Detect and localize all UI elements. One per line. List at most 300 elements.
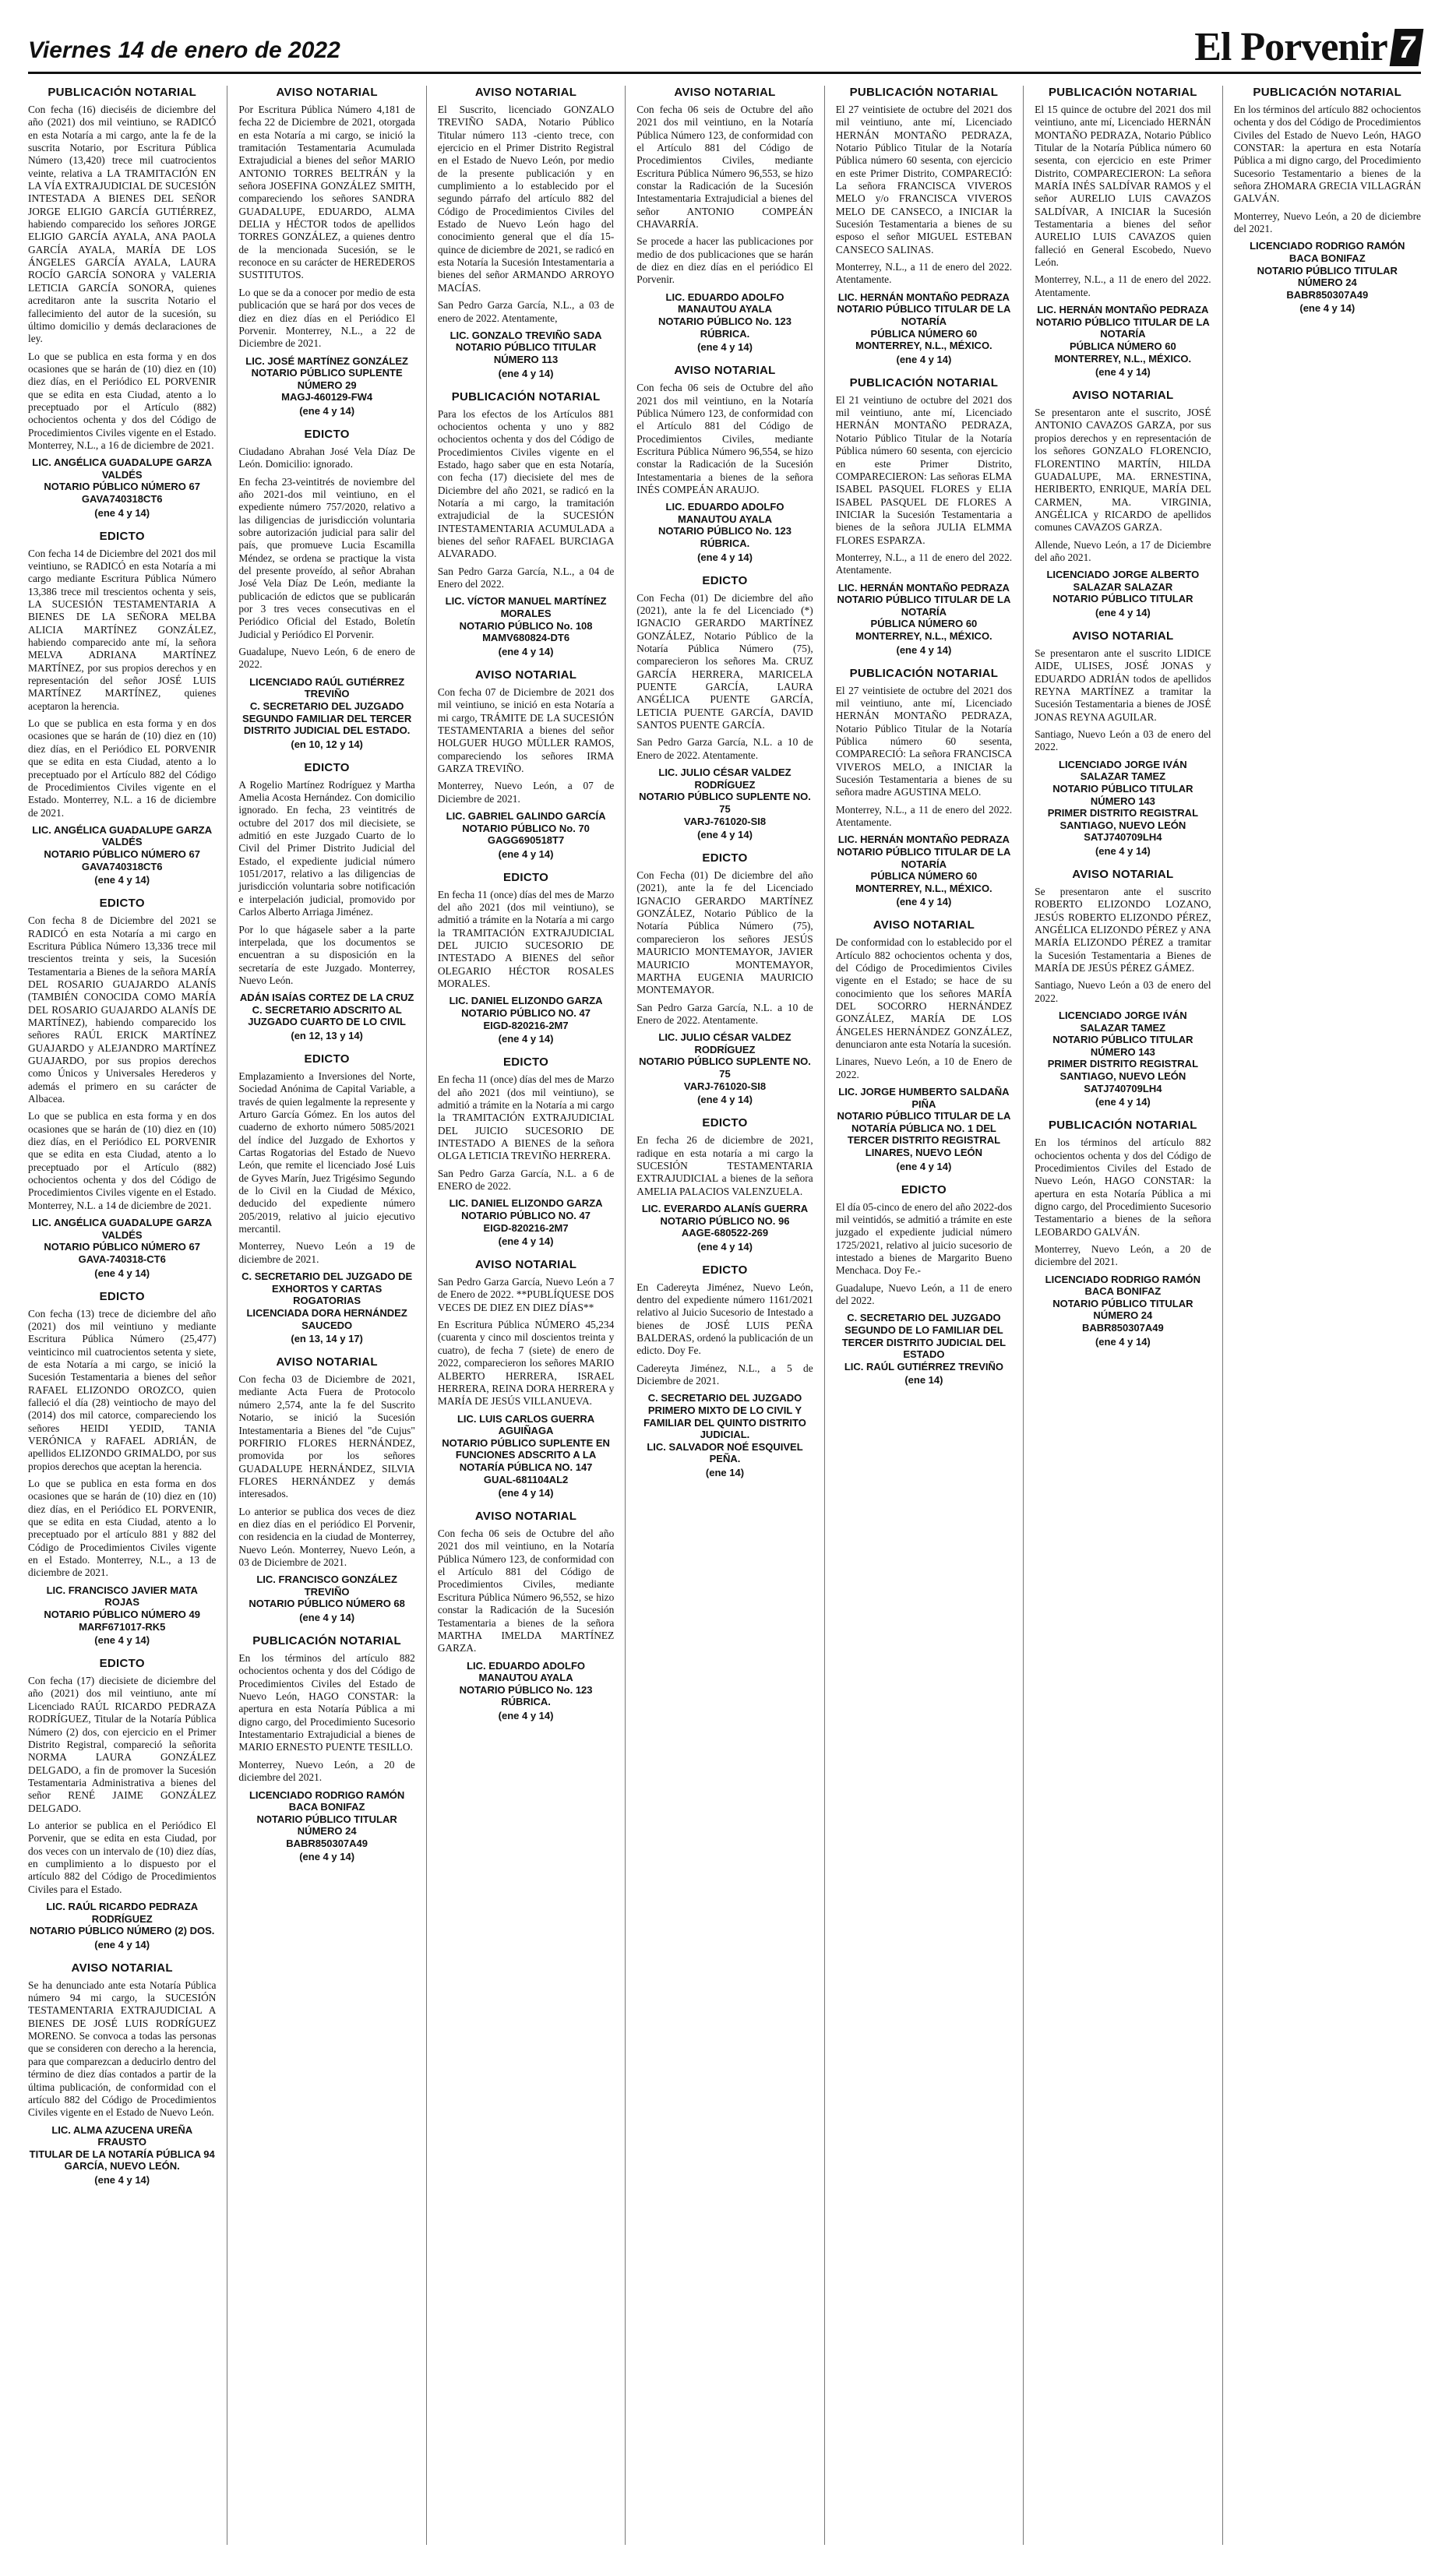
notice-signature	[836, 1312, 1012, 1373]
publication-dates: (ene 4 y 14)	[1299, 302, 1356, 315]
notice-paragraph: Monterrey, N.L., a 11 de enero del 2022. Atentamente.	[835, 803, 1013, 828]
publication-dates: (ene 4 y 14)	[697, 551, 753, 563]
signature-line: NOTARIO PÚBLICO TITULAR NÚMERO 143	[1052, 782, 1193, 807]
legal-notice	[438, 390, 614, 657]
notice-paragraph: Santiago, Nuevo León a 03 de enero del 2022.	[1035, 979, 1211, 1004]
notice-signature	[238, 992, 414, 1028]
notice-paragraph: En fecha 11 (once) días del mes de Marzo del año 2021 (dos mil veintiuno), se admitió a trámite en la Notaría a mi cargo la TRAMITACIÓN EXTRAJUDICIAL DEL JUICIO SUCESORIO DE INTESTADO A BIENES del señor OLEGARIO HÉCTOR ROSALES MORALES.	[437, 888, 615, 990]
signature-line: C. SECRETARIO DEL JUZGADO SEGUNDO DE LO FAMILIAR DEL TERCER DISTRITO JUDICIAL DEL ESTADO	[841, 1312, 1007, 1361]
publication-dates: (ene 4 y 14)	[498, 645, 554, 657]
notice-title: AVISO NOTARIAL	[1072, 867, 1174, 881]
signature-line: MAMV680824-DT6	[482, 632, 570, 644]
signature-line: VARJ-761020-SI8	[683, 1080, 767, 1092]
notice-signature	[438, 995, 614, 1031]
publication-dates: (ene 4 y 14)	[299, 1851, 355, 1863]
notice-signature	[836, 582, 1012, 643]
signature-line: NOTARIO PÚBLICO NO. 47	[461, 1209, 591, 1221]
legal-notice	[636, 1116, 813, 1253]
publication-dates: (ene 4 y 14)	[498, 1235, 554, 1248]
legal-notice	[28, 530, 216, 886]
signature-line: NÚMERO 29	[297, 379, 357, 391]
signature-line: BABR850307A49	[1081, 1322, 1164, 1334]
signature-line: LIC. HERNÁN MONTAÑO PEDRAZA	[1037, 304, 1209, 316]
signature-line: LIC. EDUARDO ADOLFO MANAUTOU AYALA	[467, 1659, 586, 1684]
publication-dates: (ene 14)	[705, 1467, 745, 1478]
notice-paragraph: En los términos del artículo 882 ochocientos ochenta y dos del Código de Procedimientos Civiles del Estado de Nuevo León, HAGO CONSTAR: la apertura en esta Notaría Pública a mi digno cargo, del Procedimiento Sucesorio Intestamentario Extrajudicial a bienes de MARIO ERNESTO PUENTE TESILLO.	[238, 1652, 415, 1753]
signature-line: BABR850307A49	[1286, 288, 1369, 301]
signature-line: LIC. ANGÉLICA GUADALUPE GARZA VALDÉS	[32, 1217, 213, 1241]
notice-paragraph: Se presentaron ante el suscrito, JOSÉ ANTONIO CAVAZOS GARZA, por sus propios derechos y en representación de los señores GONZALO FLORENCIO, FLORENTINO MARTÍN, HILDA GUADALUPE, MA. ERNESTINA, HERIBERTO, ENRIQUE, MARÍA DEL CARMEN, MA. VIRGINIA, ANGÉLICA y RICARDO de apellidos comunes CAVAZOS GARZA.	[1035, 407, 1211, 534]
signature-line: NOTARIO PÚBLICO NO. 96	[660, 1214, 790, 1227]
signature-line: LIC. JOSÉ MARTÍNEZ GONZÁLEZ	[245, 354, 408, 367]
signature-line: MAGJ-460129-FW4	[281, 391, 373, 403]
signature-line: NOTARIO PÚBLICO SUPLENTE NO. 75	[639, 791, 811, 815]
notice-paragraph: Monterrey, Nuevo León, a 07 de Diciembre de 2021.	[437, 780, 615, 805]
notice-signature	[636, 766, 813, 827]
legal-notice	[1035, 389, 1211, 618]
notice-title: AVISO NOTARIAL	[474, 668, 577, 682]
notice-paragraph: Monterrey, N.L., a 11 de enero del 2022. Atentamente.	[835, 551, 1013, 576]
signature-line: NOTARIO PÚBLICO TITULAR DE LA NOTARÍA	[837, 845, 1011, 870]
notice-title: PUBLICACIÓN NOTARIAL	[48, 86, 197, 99]
notice-signature	[636, 1031, 813, 1092]
legal-notice	[28, 86, 216, 519]
signature-line: LICENCIADO RODRIGO RAMÓN BACA BONIFAZ	[249, 1788, 405, 1813]
signature-line: NOTARIO PÚBLICO No. 108	[459, 619, 593, 632]
publication-dates: (ene 4 y 14)	[697, 829, 753, 841]
notice-paragraph: Lo anterior se publica en el Periódico El Porvenir, que se edita en esta Ciudad, por dos veces con un intervalo de (10) diez días, en cumplimiento a lo dispuesto por el artículo 882 del Código de Procedimientos Civiles para el Estado.	[28, 1819, 217, 1895]
legal-notice	[636, 574, 813, 840]
signature-line: NOTARIO PÚBLICO No. 123	[658, 525, 791, 537]
legal-notice	[836, 1183, 1012, 1387]
legal-notice	[1035, 1119, 1211, 1347]
legal-notice	[836, 667, 1012, 908]
legal-notice	[1234, 86, 1421, 314]
signature-line: LIC. HERNÁN MONTAÑO PEDRAZA	[837, 581, 1010, 594]
signature-line: PÚBLICA NÚMERO 60	[1069, 340, 1176, 352]
notice-paragraph: Se presentaron ante el suscrito ROBERTO ELIZONDO LOZANO, JESÚS ROBERTO ELIZONDO PÉREZ, ANGÉLICA ELIZONDO PÉREZ y ANA MARÍA ELIZONDO PÉREZ a tramitar la Sucesión Testamentaria a Bienes de MARÍA DE JESÚS PÉREZ GÁMEZ.	[1035, 885, 1211, 974]
notice-signature	[836, 291, 1012, 352]
legal-notice	[636, 86, 813, 353]
signature-line: NOTARIO PÚBLICO TITULAR NÚMERO 24	[256, 1813, 397, 1838]
notice-paragraph: Para los efectos de los Artículos 881 ochocientos ochenta y uno y 882 ochocientos ochenta y dos del Código de Procedimientos Civiles vigente en el Estado, hago saber que en esta Notaría, con fecha (17) diecisiete del mes de Diciembre del año 2021, se radicó en la Notaría a mi cargo, la tramitación extrajudicial de la SUCESIÓN INTESTAMENTARIA ACUMULADA a bienes del señor RAFAEL BURCIAGA ALVARADO.	[437, 407, 615, 560]
signature-line: LICENCIADA DORA HERNÁNDEZ SAUCEDO	[246, 1306, 407, 1331]
notice-title: AVISO NOTARIAL	[474, 1510, 577, 1524]
notice-title: PUBLICACIÓN NOTARIAL	[849, 86, 999, 99]
notice-signature	[1035, 1010, 1211, 1094]
legal-notice	[438, 86, 614, 379]
legal-notice	[238, 86, 414, 417]
notice-paragraph: Por Escritura Pública Número 4,181 de fecha 22 de Diciembre de 2021, otorgada en esta Notaría a mi cargo, se inició la tramitación Testamentaria Acumulada Extrajudicial a bienes del señor MARIO ANTONIO TORRES BELTRÁN y la señora JOSEFINA GONZÁLEZ SMITH, compareciendo los señores SANDRA GUADALUPE, EDUARDO, ALMA DELIA y HÉCTOR todos de apellidos TORRES GONZÁLEZ, a quienes dentro de la mencionada Sucesión, se le reconoce en su carácter de HEREDEROS SUSTITUTOS.	[238, 104, 415, 281]
notice-paragraph: Lo que se da a conocer por medio de esta publicación que se hará por dos veces de diez en diez días en el Periódico El Porvenir. Monterrey, N.L., a 22 de Diciembre de 2021.	[238, 286, 415, 350]
notice-title: PUBLICACIÓN NOTARIAL	[451, 389, 601, 403]
signature-line: TITULAR DE LA NOTARÍA PÚBLICA 94	[29, 2148, 215, 2160]
signature-line: NOTARIO PÚBLICO NÚMERO 67	[44, 1241, 200, 1253]
legal-notice	[836, 86, 1012, 365]
notice-columns	[28, 86, 1421, 2545]
notice-paragraph: Monterrey, Nuevo León, a 20 de diciembre del 2021.	[1233, 210, 1421, 235]
notice-title: EDICTO	[702, 851, 748, 865]
signature-line: GARCÍA, NUEVO LEÓN.	[64, 2160, 180, 2173]
signature-line: C. SECRETARIO DEL JUZGADO SEGUNDO FAMILIAR DEL TERCER DISTRITO JUDICIAL DEL ESTADO.	[242, 700, 412, 737]
signature-line: LIC. GABRIEL GALINDO GARCÍA	[446, 809, 606, 822]
signature-line: NOTARIO PÚBLICO SUPLENTE EN FUNCIONES ADSCRITO A LA	[442, 1436, 610, 1461]
legal-notice	[28, 1290, 216, 1647]
legal-notice	[636, 1263, 813, 1478]
signature-line: RÚBRICA.	[700, 327, 750, 340]
signature-line: LICENCIADO RODRIGO RAMÓN BACA BONIFAZ	[1250, 240, 1405, 265]
signature-line: LICENCIADO RODRIGO RAMÓN BACA BONIFAZ	[1045, 1273, 1201, 1298]
notice-signature	[28, 824, 216, 872]
notice-paragraph: A Rogelio Martínez Rodríguez y Martha Amelia Acosta Hernández. Con domicilio ignorado. En fecha, 23 veintitrés de octubre del 2017 dos mil diecisiete, se admitió en este Juzgado Cuarto de lo Civil del Primer Distrito Judicial del Estado, el expediente judicial número 1051/2017, relativo a las diligencias de jurisdicción voluntaria sobre notificación e interpelación judicial, promovido por Carlos Alberto Arriaga Jiménez.	[238, 778, 415, 918]
signature-line: MONTERREY, N.L., MÉXICO.	[855, 882, 992, 894]
publication-dates: (ene 4 y 14)	[94, 1938, 150, 1951]
signature-line: MARF671017-RK5	[79, 1620, 166, 1633]
signature-line: LIC. JULIO CÉSAR VALDEZ RODRÍGUEZ	[658, 766, 791, 791]
notice-signature	[1035, 304, 1211, 365]
notice-paragraph: San Pedro Garza García, Nuevo León a 7 de Enero de 2022. **PUBLÍQUESE DOS VECES DE DIEZ EN DIEZ DÍAS**	[437, 1276, 615, 1313]
notice-signature	[28, 1217, 216, 1265]
signature-line: ADÁN ISAÍAS CORTEZ DE LA CRUZ	[239, 992, 414, 1004]
notice-signature	[28, 1584, 216, 1633]
notice-paragraph: San Pedro Garza García, N.L., a 03 de enero de 2022. Atentamente,	[437, 299, 615, 324]
publication-dates: (ene 14)	[904, 1374, 943, 1387]
signature-line: LIC. FRANCISCO JAVIER MATA ROJAS	[46, 1584, 198, 1609]
notice-paragraph: Monterrey, Nuevo León a 19 de diciembre de 2021.	[238, 1240, 415, 1265]
legal-notice	[1035, 868, 1211, 1108]
signature-line: RÚBRICA.	[700, 537, 750, 550]
publication-dates: (ene 4 y 14)	[1095, 366, 1151, 379]
notice-signature	[1035, 569, 1211, 605]
notice-paragraph: Lo que se publica en esta forma y en dos ocasiones que se harán de (10) diez en (10) diez días, en el Periódico EL PORVENIR que se edita en esta Ciudad, atento a lo preceptuado por el Artículo (882) ochocientos ochenta y dos del Código de Procedimientos Civiles vigente en el Estado. Monterrey, N.L., a 16 de diciembre de 2021.	[28, 350, 217, 451]
signature-line: LICENCIADO JORGE IVÁN SALAZAR TAMEZ	[1059, 1010, 1187, 1034]
notice-title: EDICTO	[502, 870, 549, 884]
signature-line: NOTARÍA PÚBLICA NO. 147	[459, 1461, 593, 1473]
signature-line: NOTARIO PÚBLICO TITULAR DE LA NOTARÍA	[837, 303, 1011, 327]
notice-paragraph: Con Fecha (01) De diciembre del año (2021), ante la fe del Licenciado (*) IGNACIO GERARDO MARTÍNEZ GONZÁLEZ, Notario Público de la Notaría Pública Número (75), comparecieron los señores Ma. CRUZ GARCÍA HERRERA, MARICELA PUENTE GARCÍA, LAURA ANGÉLICA PUENTE GARCÍA, LETICIA PUENTE GARCÍA, DAVID SANTOS PUENTE GARCÍA.	[636, 591, 813, 731]
notice-paragraph: Se ha denunciado ante esta Notaría Pública número 94 mi cargo, la SUCESIÓN TESTAMENTARIA EXTRAJUDICIAL A BIENES DE JOSÉ LUIS RODRÍGUEZ MORENO. Se convoca a todas las personas que se consideren con derecho a la herencia, para que comparezcan a deducirlo dentro del término de diez días contados a partir de la última publicación, de conformidad con el artículo 882 del Código de Procedimientos Civiles vigente en el Estado de Nuevo León.	[28, 1979, 217, 2119]
notice-signature	[1035, 759, 1211, 844]
newspaper-logo	[1194, 24, 1421, 72]
notice-paragraph: San Pedro Garza García, N.L. a 6 de ENERO de 2022.	[437, 1167, 615, 1192]
publication-dates: (en 12, 13 y 14)	[291, 1030, 363, 1041]
signature-line: GUAL-681104AL2	[483, 1473, 569, 1485]
notice-paragraph: Con fecha (17) diecisiete de diciembre del año (2021) dos mil veintiuno, ante mí Licenciado RAÚL RICARDO PEDRAZA RODRÍGUEZ, Titular de la Notaría Pública Número (2) dos, con ejercicio en el Primer Distrito Registral, compareció la señorita NORMA LAURA GONZÁLEZ DELGADO, a fin de promover la Sucesión Testamentaria Administrativa a bienes del señor RENÉ JAIME GONZÁLEZ DELGADO.	[28, 1675, 217, 1814]
notice-paragraph: Ciudadano Abrahan José Vela Díaz De León. Domicilio: ignorado.	[238, 445, 415, 470]
signature-line: GAVA740318CT6	[81, 860, 163, 872]
signature-line: LIC. HERNÁN MONTAÑO PEDRAZA	[837, 291, 1010, 303]
notice-paragraph: Lo que se publica en esta forma y en dos ocasiones que se harán de (10) diez en (10) diez días, en el Periódico EL PORVENIR que se edita en esta Ciudad, atento a lo preceptuado por el Artículo (882) ochocientos ochenta y dos del Código de Procedimientos Civiles vigente en el Estado. Monterrey, N.L. a 14 de diciembre de 2021.	[28, 1110, 217, 1211]
notice-paragraph: Allende, Nuevo León, a 17 de Diciembre del año 2021.	[1035, 538, 1211, 563]
notice-paragraph: Con fecha (16) dieciséis de diciembre del año (2021) dos mil veintiuno, se RADICÓ en esta Notaría a mi cargo, ante la fe de la suscrita Notario, por Escritura Pública Número (13,420) trece mil cuatrocientos veinte, relativa a LA TRAMITACIÓN EN LA VÍA EXTRAJUDICIAL DE SUCESIÓN INTESTADA A BIENES DEL SEÑOR JORGE ELIGIO GARCÍA GUTIÉRREZ, habiendo comparecido los señores JORGE ELIGIO GARCÍA AYALA, ANA PAOLA GARCÍA AYALA, MARÍA DE LOS ÁNGELES GARCÍA AYALA, LAURA ROCÍO GARCÍA SONORA y VALERIA LETICIA GARCÍA SONORA, quienes acreditaron ante la suscrita Notario el fallecimiento del autor de la sucesión, su último domicilio y demás declaraciones de ley.	[28, 104, 217, 345]
notice-title: AVISO NOTARIAL	[276, 86, 378, 99]
column-2	[227, 86, 425, 2545]
publication-dates: (ene 4 y 14)	[896, 896, 952, 908]
notice-signature	[438, 1197, 614, 1234]
notice-signature	[438, 1660, 614, 1708]
column-1	[28, 86, 227, 2545]
notice-signature	[1234, 240, 1421, 301]
notice-paragraph: Con fecha 06 seis de Octubre del año 2021 dos mil veintiuno, en la Notaría Pública Número 123, de conformidad con el Artículo 881 del Código de Procedimientos Civiles, mediante Escritura Pública Número 96,552, se hizo constar la Radicación de la Sucesión Testamentaria a bienes de la señora MARTHA IMELDA MARTÍNEZ GARZA.	[437, 1528, 615, 1654]
notice-signature	[238, 1789, 414, 1850]
publication-dates: (ene 4 y 14)	[498, 1033, 554, 1045]
publication-dates: (ene 4 y 14)	[498, 1709, 554, 1721]
publication-dates: (ene 4 y 14)	[697, 1240, 753, 1253]
notice-paragraph: Linares, Nuevo León, a 10 de Enero de 2022.	[835, 1055, 1013, 1080]
notice-title: EDICTO	[99, 897, 145, 911]
publication-dates: (ene 4 y 14)	[94, 1267, 150, 1279]
legal-notice	[1035, 629, 1211, 857]
legal-notice	[438, 1055, 614, 1247]
legal-notice	[238, 1052, 414, 1344]
signature-line: EIGD-820216-2M7	[483, 1019, 569, 1031]
signature-line: NOTARIO PÚBLICO SUPLENTE	[251, 367, 403, 379]
signature-line: NOTARIO PÚBLICO TITULAR NÚMERO 24	[1257, 264, 1398, 289]
notice-title: PUBLICACIÓN NOTARIAL	[252, 1634, 401, 1648]
notice-title: PUBLICACIÓN NOTARIAL	[1253, 86, 1402, 99]
notice-paragraph: En Cadereyta Jiménez, Nuevo León, dentro del expediente número 1161/2021 relativo al Juicio Sucesorio de Intestado a bienes de JOSÉ LUIS PEÑA BALDERAS, ordenó la publicación de un edicto. Doy Fe.	[636, 1281, 813, 1357]
notice-paragraph: El 27 veintisiete de octubre del 2021 dos mil veintiuno, ante mí, Licenciado HERNÁN MONTAÑO PEDRAZA, Notario Público Titular de la Notaría Pública número 60 sesenta, con ejercicio en este Primer Distrito, COMPARECIÓ: La señora FRANCISCA VIVEROS MELO y/o FRANCISCA VIVEROS MELO DE CANSECO, a INICIAR la Sucesión Testamentaria a bienes de su esposo el señor MIGUEL ESTEBAN CANSECO SALINAS.	[835, 104, 1013, 255]
notice-paragraph: Con fecha 06 seis de Octubre del año 2021 dos mil veintiuno, en la Notaría Pública Número 123, de conformidad con el Artículo 881 del Código de Procedimientos Civiles, mediante Escritura Pública Número 96,553, se hizo constar la Radicación de la Sucesión Intestamentaria Extrajudicial a bienes del señor ANTONIO COMPEÁN CHAVARRÍA.	[636, 104, 813, 231]
notice-signature	[438, 329, 614, 366]
notice-title: AVISO NOTARIAL	[674, 86, 776, 99]
notice-paragraph: De conformidad con lo establecido por el Artículo 882 ochocientos ochenta y dos, del Código de Procedimientos Civiles vigente en el Estado; se hace de su conocimiento que los señores MARÍA DEL SOCORRO HERNÁNDEZ GONZÁLEZ, MARÍA DE LOS ÁNGELES HERNÁNDEZ GONZÁLEZ, denunciaron ante esta Notaría la sucesión.	[835, 936, 1013, 1051]
notice-title: EDICTO	[901, 1182, 947, 1196]
notice-paragraph: Lo que se publica en esta forma en dos ocasiones que se harán de (10) diez en (10) diez días, en el Periódico EL PORVENIR, que se edita en esta Ciudad, atento a lo preceptuado por el artículo 881 y 882 del Código de Procedimientos Civiles vigente en el Estado. Monterrey, N.L., a 13 de diciembre de 2021.	[28, 1478, 217, 1579]
signature-line: NOTARIO PÚBLICO TITULAR	[1052, 593, 1193, 605]
signature-line: C. SECRETARIO ADSCRITO AL JUZGADO CUARTO DE LO CIVIL	[248, 1003, 406, 1028]
publication-dates: (ene 4 y 14)	[94, 874, 150, 886]
column-7	[1222, 86, 1421, 2545]
signature-line: LIC. ALMA AZUCENA UREÑA FRAUSTO	[51, 2123, 193, 2148]
notice-paragraph: El 27 veintisiete de octubre del 2021 dos mil veintiuno, ante mí, Licenciado HERNÁN MONTAÑO PEDRAZA, Notario Público Titular de la Notaría Pública número 60 sesenta, COMPARECIÓ: La señora FRANCISCA VIVEROS MELO, a INICIAR la Sucesión Testamentaria a bienes de su señora madre AGUSTINA MELO.	[835, 684, 1013, 798]
notice-title: EDICTO	[304, 1052, 350, 1066]
legal-notice	[28, 897, 216, 1278]
legal-notice	[636, 364, 813, 562]
notice-signature	[636, 291, 813, 340]
notice-paragraph: Monterrey, N.L., a 11 de enero del 2022. Atentamente.	[835, 261, 1013, 286]
notice-signature	[28, 1901, 216, 1937]
notice-paragraph: En los términos del artículo 882 ochocientos ochenta y dos del Código de Procedimientos Civiles del Estado de Nuevo León, HAGO CONSTAR: la apertura en esta Notaría Pública a mi digno cargo, del Procedimiento Sucesorio Testamentario a bienes de la señora ZHOMARA GRECIA VILLAGRÁN GALVÁN.	[1233, 104, 1421, 205]
page-number: 7	[1389, 29, 1423, 66]
notice-title: PUBLICACIÓN NOTARIAL	[1048, 86, 1197, 99]
column-3	[426, 86, 625, 2545]
notice-paragraph: Monterrey, N.L., a 11 de enero del 2022. Atentamente.	[1035, 273, 1211, 298]
signature-line: LIC. RAÚL GUTIÉRREZ TREVIÑO	[844, 1360, 1003, 1373]
signature-line: NOTARIO PÚBLICO SUPLENTE NO. 75	[639, 1055, 811, 1080]
notice-title: AVISO NOTARIAL	[276, 1355, 378, 1369]
notice-paragraph: El Suscrito, licenciado GONZALO TREVIÑO SADA, Notario Público Titular número 113 -ciento trece, con ejercicio en el Primer Distrito Registral en el Estado de Nuevo León, por medio de la presente publicación y en cumplimiento a lo establecido por el segundo párrafo del artículo 882 del Código de Procedimientos Civiles del Estado de Nuevo León hago del conocimiento general que el día 15-quince de diciembre de 2021, se radicó en esta Notaría la Sucesión Intestamentaria a bienes del señor ARMANDO ARROYO MACÍAS.	[437, 104, 615, 294]
notice-title: EDICTO	[99, 1289, 145, 1303]
signature-line: NOTARIO PÚBLICO TITULAR NÚMERO 143	[1052, 1034, 1193, 1058]
signature-line: MONTERREY, N.L., MÉXICO.	[1054, 352, 1192, 365]
signature-line: MONTERREY, N.L., MÉXICO.	[855, 340, 992, 352]
notice-signature	[28, 456, 216, 505]
notice-paragraph: En fecha 26 de diciembre de 2021, radique en esta notaría a mi cargo la SUCESIÓN TESTAMENTARIA EXTRAJUDICIAL a bienes de la señora AMELIA PALACIOS VALENZUELA.	[636, 1134, 813, 1197]
signature-line: LIC. JULIO CÉSAR VALDEZ RODRÍGUEZ	[658, 1031, 791, 1055]
notice-paragraph: Con fecha 07 de Diciembre de 2021 dos mil veintiuno, se inició en esta Notaría a mi cargo, TRÁMITE DE LA SUCESIÓN TESTAMENTARIA a bienes del señor HOLGUER HUGO MÜLLER RAMOS, compareciendo los señores IRMA GARZA TREVIÑO.	[437, 685, 615, 774]
notice-signature	[238, 676, 414, 737]
signature-line: NOTARIO PÚBLICO No. 123	[658, 315, 791, 327]
notice-paragraph: Con fecha 8 de Diciembre del 2021 se RADICÓ en esta Notaría a mi cargo en Escritura Pública Número 13,336 trece mil trescientos treinta y seis, la Sucesión Testamentaria a Bienes de la señora MARÍA DEL ROSARIO GUAJARDO ALANÍS (TAMBIÉN CONOCIDA COMO MARÍA DEL ROSARIO GUAJARDO ALANÍS DE MARTÍNEZ), habiendo comparecido los señores RAÚL ERICK MARTÍNEZ GUAJARDO y ALEJANDRO MARTÍNEZ GUAJARDO, por sus propios derechos como Únicos y Universales Herederos y además el primero en su carácter de Albacea.	[28, 914, 217, 1105]
signature-line: NOTARIO PÚBLICO TITULAR DE LA NOTARÍA	[1035, 315, 1210, 340]
notice-signature	[636, 1392, 813, 1465]
notice-paragraph: San Pedro Garza García, N.L. a 10 de Enero de 2022. Atentamente.	[636, 736, 813, 761]
publication-dates: (ene 4 y 14)	[498, 848, 554, 860]
publication-dates: (ene 4 y 14)	[896, 1160, 952, 1172]
legal-notice	[836, 376, 1012, 656]
notice-paragraph: El 15 quince de octubre del 2021 dos mil veintiuno, ante mí, Licenciado HERNÁN MONTAÑO PEDRAZA, Notario Público Titular de la Notaría Pública número 60 sesenta, con ejercicio en este Primer Distrito, COMPARECIERON: La señora MARÍA INÉS SALDÍVAR RAMOS y el señor AURELIO LUIS CAVAZOS SALDÍVAR, A INICIAR la Sucesión Testamentaria a bienes del señor AURELIO LUIS CAVAZOS quien falleció en General Escobedo, Nuevo León.	[1035, 104, 1211, 269]
signature-line: NOTARIO PÚBLICO TITULAR NÚMERO 113	[455, 341, 597, 366]
publication-dates: (en 10, 12 y 14)	[291, 738, 363, 750]
publication-dates: (ene 4 y 14)	[94, 506, 150, 519]
notice-signature	[438, 595, 614, 643]
notice-title: EDICTO	[702, 573, 748, 587]
publication-dates: (ene 4 y 14)	[697, 341, 753, 354]
notice-paragraph: Con fecha 14 de Diciembre del 2021 dos mil veintiuno, se RADICÓ en esta Notaría a mi cargo mediante Escritura Pública Número 13,386 trece mil trescientos ochenta y seis, LA SUCESIÓN TESTAMENTARIA A BIENES DE LA SEÑORA MELBA ALICIA MARTÍNEZ GONZÁLEZ, habiendo comparecido ante mí, la señora MELVA ADRIANA MARTÍNEZ MARTÍNEZ, por sus propios derechos y en representación del señor JOSÉ LUIS MARTÍNEZ MARTÍNEZ, quienes aceptaron la herencia.	[28, 547, 217, 712]
notice-signature	[636, 1203, 813, 1239]
signature-line: SATJ740709LH4	[1084, 831, 1162, 844]
signature-line: LIC. GONZALO TREVIÑO SADA	[450, 329, 602, 341]
notice-paragraph: Emplazamiento a Inversiones del Norte, Sociedad Anónima de Capital Variable, a través de quien legalmente la represente y Arturo García Gómez. En los autos del cuaderno de exhorto número 5085/2021 del índice del Juzgado de Exhortos y Cartas Rogatorias del Estado de Nuevo León, que remite el licenciado José Luis de Gyves Marín, Juez Trigésimo Segundo de lo Civil en la Ciudad de México, deducido del expediente número 205/2019, relativo al juicio ejecutivo mercantil.	[238, 1070, 415, 1235]
notice-paragraph: Por lo que hágasele saber a la parte interpelada, que los documentos se encuentran a su disposición en la secretaría de este Juzgado. Monterrey, Nuevo León.	[238, 923, 415, 986]
notice-title: EDICTO	[304, 760, 350, 774]
notice-signature	[836, 833, 1012, 894]
signature-line: NOTARIO PÚBLICO No. 123	[459, 1683, 593, 1696]
signature-line: PÚBLICA NÚMERO 60	[870, 327, 978, 340]
publication-dates: (en 13, 14 y 17)	[291, 1333, 363, 1345]
legal-notice	[238, 761, 414, 1041]
column-5	[824, 86, 1023, 2545]
notice-paragraph: En fecha 23-veintitrés de noviembre del año 2021-dos mil veintiuno, en el expediente número 757/2020, relativo a las diligencias de jurisdicción voluntaria sobre autorización judicial para salir del país, que promueve Lucia Escamilla Méndez, se ordena se practique la vista del presente proveído, al señor Abrahan José Vela Díaz De León, mediante la publicación de edictos que se publicarán por 3 tres veces consecutivas en el Periódico Oficial del Estado, Boletín Judicial y Periódico El Porvenir.	[238, 475, 415, 640]
notice-title: AVISO NOTARIAL	[674, 364, 776, 378]
publication-dates: (ene 4 y 14)	[1095, 844, 1151, 857]
legal-notice	[238, 1634, 414, 1862]
notice-signature	[636, 501, 813, 549]
column-6	[1023, 86, 1222, 2545]
column-4	[625, 86, 823, 2545]
signature-line: MONTERREY, N.L., MÉXICO.	[855, 629, 992, 642]
legal-notice	[438, 668, 614, 860]
signature-line: LIC. SALVADOR NOÉ ESQUIVEL PEÑA.	[647, 1440, 803, 1465]
signature-line: GAVA740318CT6	[81, 493, 163, 506]
signature-line: LIC. JORGE HUMBERTO SALDAÑA PIÑA	[838, 1086, 1010, 1110]
signature-line: NOTARIO PÚBLICO TITULAR DE LA NOTARÍA PÚBLICA NO. 1 DEL TERCER DISTRITO REGISTRAL LINARES, NUEVO LEÓN	[837, 1110, 1011, 1159]
notice-paragraph: Se presentaron ante el suscrito LIDICE AIDE, ULISES, JOSÉ JONAS y EDUARDO ADRIÁN todos de apellidos REYNA MARTÍNEZ a tramitar la Sucesión Testamentaria a bienes de JOSÉ JONAS REYNA AGUILAR.	[1035, 647, 1211, 723]
notice-paragraph: San Pedro Garza García, N.L. a 10 de Enero de 2022. Atentamente.	[636, 1001, 813, 1026]
publication-dates: (ene 4 y 14)	[896, 643, 952, 656]
signature-line: VARJ-761020-SI8	[683, 815, 767, 827]
notice-title: AVISO NOTARIAL	[474, 1258, 577, 1272]
legal-notice	[438, 1258, 614, 1499]
legal-notice	[438, 1510, 614, 1721]
signature-line: NOTARIO PÚBLICO NÚMERO (2) DOS.	[30, 1925, 215, 1937]
signature-line: BABR850307A49	[286, 1837, 368, 1849]
publication-dates: (ene 4 y 14)	[697, 1094, 753, 1106]
notice-signature	[28, 2124, 216, 2173]
signature-line: LIC. ANGÉLICA GUADALUPE GARZA VALDÉS	[32, 456, 213, 481]
signature-line: LICENCIADO RAÚL GUTIÉRREZ TREVIÑO	[249, 675, 405, 700]
notice-title: AVISO NOTARIAL	[71, 1961, 173, 1975]
signature-line: C. SECRETARIO DEL JUZGADO PRIMERO MIXTO DE LO CIVIL Y FAMILIAR DEL QUINTO DISTRITO JUDICIAL.	[643, 1392, 806, 1441]
publication-dates: (ene 4 y 14)	[299, 1612, 355, 1624]
legal-notice	[836, 918, 1012, 1172]
signature-line: NOTARIO PÚBLICO NÚMERO 67	[44, 848, 200, 861]
notice-paragraph: Monterrey, Nuevo León, a 20 de diciembre del 2021.	[238, 1758, 415, 1784]
notice-title: PUBLICACIÓN NOTARIAL	[1048, 1119, 1197, 1133]
notice-paragraph: Con fecha 06 seis de Octubre del año 2021 dos mil veintiuno, en la Notaría Pública Número 123, de conformidad con el Artículo 881 del Código de Procedimientos Civiles, mediante Escritura Pública Número 96,554, se hizo constar la Radicación de la Sucesión Intestamentaria a bienes de la señora INÉS COMPEÁN ARAUJO.	[636, 382, 813, 495]
notice-paragraph: En Escritura Pública NÚMERO 45,234 (cuarenta y cinco mil doscientos treinta y cuatro), de fecha 7 (siete) de enero de 2022, comparecieron los señores MARIO ALBERTO HERRERA, ISRAEL HERRERA, REINA DORA HERRERA y MARÍA DE JESÚS VILLANUEVA.	[437, 1319, 615, 1408]
signature-line: LIC. LUIS CARLOS GUERRA AGUIÑAGA	[457, 1412, 595, 1437]
notice-title: EDICTO	[304, 427, 350, 441]
notice-paragraph: El día 05-cinco de enero del año 2022-dos mil veintidós, se admitió a trámite en este juzgado el expediente judicial número 1725/2021, relativo al juicio sucesorio de intestado a bienes de Margarito Bueno Menchaca. Doy Fe.-	[835, 1200, 1013, 1277]
signature-line: NOTARIO PÚBLICO NÚMERO 67	[44, 481, 200, 493]
signature-line: GAGG690518T7	[487, 834, 565, 847]
notice-signature	[1035, 1274, 1211, 1334]
publication-dates: (ene 4 y 14)	[498, 367, 554, 379]
notice-signature	[238, 1270, 414, 1331]
notice-paragraph: Guadalupe, Nuevo León, 6 de enero de 2022.	[238, 646, 415, 671]
publication-dates: (ene 4 y 14)	[1095, 607, 1151, 619]
signature-line: LIC. EDUARDO ADOLFO MANAUTOU AYALA	[665, 291, 784, 315]
signature-line: NOTARIO PÚBLICO No. 70	[462, 822, 590, 834]
notice-paragraph: San Pedro Garza García, N.L., a 04 de Enero del 2022.	[437, 565, 615, 590]
notice-paragraph: Lo que se publica en esta forma y en dos ocasiones que se harán de (10) diez en (10) diez días, en el Periódico EL PORVENIR que se edita en esta Ciudad, atento a lo preceptuado por el Artículo 882 del Código de Procedimientos Civiles vigente en el Estado. Monterrey, N.L. a 16 de diciembre de 2021.	[28, 717, 217, 819]
notice-paragraph: Cadereyta Jiménez, N.L., a 5 de Diciembre de 2021.	[636, 1362, 813, 1387]
notice-title: PUBLICACIÓN NOTARIAL	[849, 375, 999, 389]
notice-signature	[238, 355, 414, 403]
notice-signature	[438, 810, 614, 847]
notice-title: AVISO NOTARIAL	[873, 918, 975, 932]
signature-line: NOTARIO PÚBLICO NÚMERO 49	[44, 1608, 200, 1620]
signature-line: LICENCIADO JORGE ALBERTO SALAZAR SALAZAR	[1046, 569, 1200, 593]
signature-line: LIC. DANIEL ELIZONDO GARZA	[449, 995, 603, 1007]
notice-signature	[238, 1573, 414, 1610]
signature-line: LIC. EDUARDO ADOLFO MANAUTOU AYALA	[665, 501, 784, 525]
publication-dates: (ene 4 y 14)	[896, 353, 952, 365]
signature-line: LIC. DANIEL ELIZONDO GARZA	[449, 1197, 603, 1210]
notice-signature	[836, 1086, 1012, 1159]
notice-title: EDICTO	[702, 1116, 748, 1130]
publication-dates: (ene 4 y 14)	[299, 404, 355, 417]
signature-line: SATJ740709LH4	[1084, 1082, 1162, 1094]
notice-title: EDICTO	[99, 1657, 145, 1671]
notice-paragraph: El 21 veintiuno de octubre del 2021 dos mil veintiuno, ante mí, Licenciado HERNÁN MONTAÑO PEDRAZA, Notario Público Titular de la Notaría Pública número 60 sesenta, con ejercicio en este Primer Distrito, COMPARECIERON: Las señoras ELMA ISABEL PASQUEL FLORES y ELIA ISABEL PASQUEL DE FLORES A INICIAR la Sucesión Testamentaria a bienes de la señora JULIA ELMMA FLORES ESPARZA.	[835, 393, 1013, 546]
notice-paragraph: Con Fecha (01) De diciembre del año (2021), ante la fe del Licenciado IGNACIO GERARDO MARTÍNEZ GONZÁLEZ, Notario Público de la Notaría Pública Número (75), comparecieron los señores JESÚS MAURICIO MONTEMAYOR, JAVIER MAURICIO MONTEMAYOR, MARTHA EUGENIA MAURICIO MONTEMAYOR.	[636, 869, 813, 996]
signature-line: PÚBLICA NÚMERO 60	[870, 870, 978, 883]
signature-line: PRIMER DISTRITO REGISTRAL	[1047, 1058, 1199, 1070]
notice-title: AVISO NOTARIAL	[1072, 389, 1174, 403]
legal-notice	[1035, 86, 1211, 378]
publication-dates: (ene 4 y 14)	[94, 2173, 150, 2186]
legal-notice	[438, 871, 614, 1045]
notice-paragraph: Monterrey, Nuevo León, a 20 de diciembre del 2021.	[1035, 1242, 1211, 1268]
signature-line: LICENCIADO JORGE IVÁN SALAZAR TAMEZ	[1059, 758, 1187, 783]
signature-line: NOTARIO PÚBLICO NO. 47	[461, 1007, 591, 1020]
notice-signature	[438, 1413, 614, 1486]
publication-dates: (ene 4 y 14)	[94, 1634, 150, 1647]
signature-line: PRIMER DISTRITO REGISTRAL	[1047, 807, 1199, 819]
publication-dates: (ene 4 y 14)	[1095, 1096, 1151, 1108]
signature-line: NOTARIO PÚBLICO TITULAR DE LA NOTARÍA	[837, 594, 1011, 618]
signature-line: LIC. FRANCISCO GONZÁLEZ TREVIÑO	[256, 1573, 397, 1598]
legal-notice	[28, 1961, 216, 2186]
signature-line: RÚBRICA.	[501, 1696, 551, 1708]
notice-title: AVISO NOTARIAL	[474, 86, 577, 99]
signature-line: NOTARIO PÚBLICO TITULAR NÚMERO 24	[1052, 1297, 1193, 1322]
publication-dates: (ene 4 y 14)	[1095, 1335, 1151, 1348]
notice-paragraph: Se procede a hacer las publicaciones por medio de dos publicaciones que se harán de diez en diez días en el periódico El Porvenir.	[636, 235, 813, 286]
